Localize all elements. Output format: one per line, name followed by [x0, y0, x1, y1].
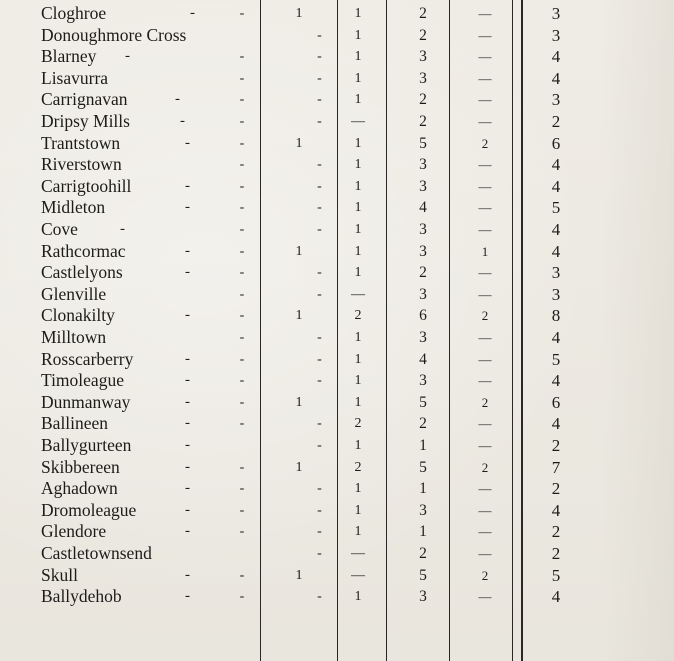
col3-cell: -	[317, 200, 322, 216]
col3-cell: -	[317, 178, 322, 194]
col6-cell: —	[478, 438, 492, 453]
col2-cell: 1	[295, 567, 303, 583]
col4-cell: 1	[354, 502, 362, 518]
leader-dash: -	[185, 566, 190, 583]
leader-dash: -	[185, 177, 190, 194]
col3-cell: -	[317, 438, 322, 453]
col5-cell: 4	[419, 199, 427, 217]
col6-cell: 2	[481, 394, 489, 410]
col6-cell: —	[478, 351, 492, 367]
col1-cell: -	[239, 567, 245, 583]
col5-cell: 3	[419, 501, 427, 519]
col3-cell: -	[317, 286, 322, 302]
total-cell: 7	[551, 457, 561, 477]
col3-cell: -	[317, 351, 322, 367]
total-cell: 6	[551, 133, 561, 153]
place-name: Riverstown	[41, 154, 122, 175]
leader-dash: -	[185, 501, 190, 518]
col3-cell: -	[317, 92, 322, 108]
col1-cell: -	[239, 524, 245, 540]
table-row	[0, 543, 674, 564]
col4-cell: 1	[354, 27, 362, 43]
table-row	[0, 284, 674, 305]
col4-cell: 1	[354, 6, 362, 21]
col6-cell: —	[478, 502, 492, 518]
leader-dash: -	[185, 437, 190, 453]
col1-cell: -	[239, 373, 245, 389]
table-row	[0, 305, 674, 326]
col1-cell: -	[239, 330, 245, 345]
place-name: Skull	[41, 564, 78, 585]
col1-cell: -	[239, 286, 245, 302]
leader-dash: -	[185, 134, 190, 151]
table-row	[0, 133, 674, 154]
place-name: Glenville	[41, 283, 107, 304]
leader-dash: -	[185, 393, 190, 410]
table-row	[0, 25, 674, 46]
col5-cell: 3	[419, 242, 427, 260]
table-row	[0, 262, 674, 283]
table-row	[0, 197, 674, 218]
col1-cell: -	[239, 243, 245, 259]
col6-cell: 2	[481, 135, 489, 151]
col4-cell: 1	[354, 524, 362, 540]
col5-cell: 2	[419, 415, 427, 433]
col3-cell: -	[317, 265, 322, 281]
col3-cell: -	[317, 502, 322, 518]
total-cell: 6	[551, 392, 561, 412]
leader-dash: -	[185, 458, 190, 475]
col6-cell: —	[478, 92, 492, 108]
col4-cell: 1	[354, 373, 362, 389]
col5-cell: 3	[419, 177, 427, 195]
col4-cell: —	[351, 114, 365, 129]
col5-cell: 5	[419, 393, 427, 411]
col4-cell: 1	[354, 481, 362, 497]
col4-cell: 1	[354, 330, 362, 345]
col1-cell: -	[239, 49, 245, 65]
total-cell: 5	[551, 349, 561, 369]
col3-cell: -	[317, 524, 322, 540]
table-row	[0, 457, 674, 478]
total-cell: 4	[551, 220, 561, 239]
table-row	[0, 370, 674, 391]
place-name: Glendore	[41, 521, 107, 542]
total-cell: 3	[551, 90, 561, 110]
col3-cell: -	[317, 589, 322, 605]
leader-dash: -	[180, 113, 185, 129]
col2-cell: 1	[295, 394, 303, 410]
place-name: Timoleague	[41, 370, 124, 391]
total-cell: 2	[551, 112, 561, 131]
col5-cell: 3	[419, 156, 427, 174]
col5-cell: 2	[419, 113, 427, 130]
total-cell: 4	[551, 47, 561, 67]
leader-dash: -	[175, 91, 180, 108]
total-cell: 4	[551, 155, 561, 175]
col6-cell: —	[478, 373, 492, 389]
table-row	[0, 565, 674, 586]
col3-cell: -	[317, 70, 322, 86]
total-cell: 2	[551, 479, 561, 499]
col3-cell: -	[317, 330, 322, 345]
total-cell: 4	[551, 414, 561, 434]
table-row	[0, 176, 674, 197]
col1-cell: -	[239, 135, 245, 151]
table-row	[0, 586, 674, 607]
col6-cell: —	[478, 27, 492, 43]
col6-cell: 2	[481, 567, 489, 583]
place-name: Trantstown	[41, 132, 121, 153]
col1-cell: -	[239, 157, 245, 173]
total-cell: 8	[551, 306, 561, 326]
col1-cell: -	[239, 502, 245, 518]
col4-cell: 1	[354, 92, 362, 108]
col5-cell: 1	[419, 523, 427, 541]
total-cell: 4	[551, 371, 561, 391]
col2-cell: 1	[295, 308, 303, 324]
place-name: Skibbereen	[41, 456, 120, 477]
col1-cell: -	[239, 92, 245, 108]
place-name: Donoughmore Cross	[41, 24, 187, 45]
col2-cell: 1	[295, 243, 303, 259]
leader-dash: -	[185, 307, 190, 324]
col2-cell: 1	[295, 6, 303, 21]
col6-cell: —	[478, 589, 492, 605]
col6-cell: —	[478, 222, 492, 237]
table-row	[0, 349, 674, 370]
place-name: Ballygurteen	[41, 435, 132, 455]
col5-cell: 3	[419, 285, 427, 303]
place-name: Castlelyons	[41, 262, 123, 283]
col5-cell: 3	[419, 588, 427, 606]
col6-cell: —	[478, 70, 492, 86]
col4-cell: 1	[354, 589, 362, 605]
col1-cell: -	[239, 70, 245, 86]
leader-dash: -	[185, 199, 190, 216]
col1-cell: -	[239, 6, 245, 21]
col4-cell: —	[351, 567, 365, 583]
table-row	[0, 241, 674, 262]
col5-cell: 5	[419, 566, 427, 584]
col4-cell: 1	[354, 438, 362, 453]
table-row	[0, 327, 674, 348]
col1-cell: -	[239, 222, 245, 237]
total-cell: 3	[551, 263, 561, 283]
col6-cell: —	[478, 265, 492, 281]
col5-cell: 2	[419, 26, 427, 44]
table-row	[0, 89, 674, 110]
col4-cell: 1	[354, 135, 362, 151]
col5-cell: 2	[419, 545, 427, 562]
col4-cell: 1	[354, 351, 362, 367]
total-cell: 4	[551, 587, 561, 607]
col5-cell: 5	[419, 458, 427, 476]
col3-cell: -	[317, 114, 322, 129]
col5-cell: 2	[419, 5, 427, 22]
col1-cell: -	[239, 178, 245, 194]
leader-dash: -	[185, 264, 190, 281]
table-row	[0, 478, 674, 499]
col5-cell: 2	[419, 91, 427, 109]
col3-cell: -	[317, 49, 322, 65]
col6-cell: —	[478, 49, 492, 65]
col1-cell: -	[239, 265, 245, 281]
col1-cell: -	[239, 481, 245, 497]
col5-cell: 2	[419, 264, 427, 282]
total-cell: 2	[551, 436, 561, 455]
col4-cell: 1	[354, 265, 362, 281]
col4-cell: 2	[354, 308, 362, 324]
col4-cell: 2	[354, 416, 362, 432]
leader-dash: -	[185, 480, 190, 497]
col4-cell: 1	[354, 394, 362, 410]
table-row	[0, 154, 674, 175]
col1-cell: -	[239, 308, 245, 324]
leader-dash: -	[185, 372, 190, 389]
leader-dash: -	[185, 350, 190, 367]
col3-cell: -	[317, 373, 322, 389]
col4-cell: 1	[354, 200, 362, 216]
col4-cell: —	[351, 546, 365, 561]
col4-cell: 1	[354, 178, 362, 194]
col5-cell: 3	[419, 69, 427, 87]
col1-cell: -	[239, 459, 245, 475]
col5-cell: 3	[419, 48, 427, 66]
place-name: Castletownsend	[41, 543, 152, 563]
col6-cell: 1	[481, 243, 489, 259]
table-row	[0, 46, 674, 67]
table-row	[0, 68, 674, 89]
col1-cell: -	[239, 589, 245, 605]
place-name: Clonakilty	[41, 305, 115, 326]
place-name: Milltown	[41, 327, 107, 347]
leader-dash: -	[125, 48, 130, 65]
table-row	[0, 219, 674, 240]
place-name: Cove	[41, 219, 78, 239]
place-name: Aghadown	[41, 478, 118, 499]
place-name: Rosscarberry	[41, 348, 134, 369]
total-cell: 2	[551, 544, 561, 563]
place-name: Dripsy Mills	[41, 111, 130, 131]
total-cell: 3	[551, 25, 561, 45]
place-name: Blarney	[41, 46, 97, 67]
col4-cell: 1	[354, 157, 362, 173]
col5-cell: 1	[419, 480, 427, 498]
place-name: Lisavurra	[41, 67, 109, 88]
table-row	[0, 111, 674, 132]
place-name: Ballineen	[41, 413, 109, 434]
col2-cell: 1	[295, 135, 303, 151]
place-name: Carrigtoohill	[41, 175, 132, 196]
col6-cell: —	[478, 416, 492, 432]
col5-cell: 3	[419, 329, 427, 346]
col6-cell: —	[478, 481, 492, 497]
col3-cell: -	[317, 222, 322, 237]
col6-cell: —	[478, 330, 492, 345]
col3-cell: -	[317, 546, 322, 561]
col6-cell: —	[478, 200, 492, 216]
col1-cell: -	[239, 200, 245, 216]
table-row	[0, 500, 674, 521]
col6-cell: —	[478, 286, 492, 302]
col5-cell: 3	[419, 372, 427, 390]
col6-cell: —	[478, 157, 492, 173]
col5-cell: 3	[419, 221, 427, 238]
leader-dash: -	[120, 221, 125, 237]
table-row	[0, 392, 674, 413]
total-cell: 2	[551, 522, 561, 542]
total-cell: 5	[551, 198, 561, 218]
total-cell: 3	[551, 4, 561, 23]
leader-dash: -	[185, 242, 190, 259]
col6-cell: —	[478, 546, 492, 561]
place-name: Cloghroe	[41, 3, 107, 23]
place-name: Ballydehob	[41, 586, 122, 607]
col3-cell: -	[317, 27, 322, 43]
col6-cell: 2	[481, 308, 489, 324]
table-row	[0, 521, 674, 542]
total-cell: 4	[551, 176, 561, 196]
col5-cell: 4	[419, 350, 427, 368]
total-cell: 4	[551, 241, 561, 261]
col1-cell: -	[239, 351, 245, 367]
leader-dash: -	[190, 5, 195, 21]
col4-cell: 1	[354, 243, 362, 259]
col1-cell: -	[239, 416, 245, 432]
total-cell: 5	[551, 565, 561, 585]
col5-cell: 5	[419, 134, 427, 152]
col2-cell: 1	[295, 459, 303, 475]
col3-cell: -	[317, 481, 322, 497]
table-row	[0, 3, 674, 24]
col4-cell: 2	[354, 459, 362, 475]
place-name: Midleton	[41, 197, 106, 218]
leader-dash: -	[185, 415, 190, 432]
col4-cell: 1	[354, 70, 362, 86]
col6-cell: —	[478, 6, 492, 21]
place-name: Carrignavan	[41, 89, 128, 110]
table-row	[0, 435, 674, 456]
col1-cell: -	[239, 114, 245, 129]
col6-cell: —	[478, 178, 492, 194]
col3-cell: -	[317, 416, 322, 432]
col5-cell: 1	[419, 437, 427, 454]
col4-cell: 1	[354, 222, 362, 237]
leader-dash: -	[185, 588, 190, 605]
col6-cell: —	[478, 114, 492, 129]
total-cell: 3	[551, 284, 561, 304]
col6-cell: —	[478, 524, 492, 540]
total-cell: 4	[551, 328, 561, 347]
place-name: Rathcormac	[41, 240, 126, 261]
total-cell: 4	[551, 500, 561, 520]
col3-cell: -	[317, 157, 322, 173]
col4-cell: 1	[354, 49, 362, 65]
leader-dash: -	[185, 523, 190, 540]
col4-cell: —	[351, 286, 365, 302]
total-cell: 4	[551, 68, 561, 88]
place-name: Dunmanway	[41, 391, 131, 412]
col1-cell: -	[239, 394, 245, 410]
cut-off-row	[0, 648, 674, 661]
place-name: Dromoleague	[41, 499, 137, 520]
table-row	[0, 413, 674, 434]
col6-cell: 2	[481, 459, 489, 475]
col5-cell: 6	[419, 307, 427, 325]
